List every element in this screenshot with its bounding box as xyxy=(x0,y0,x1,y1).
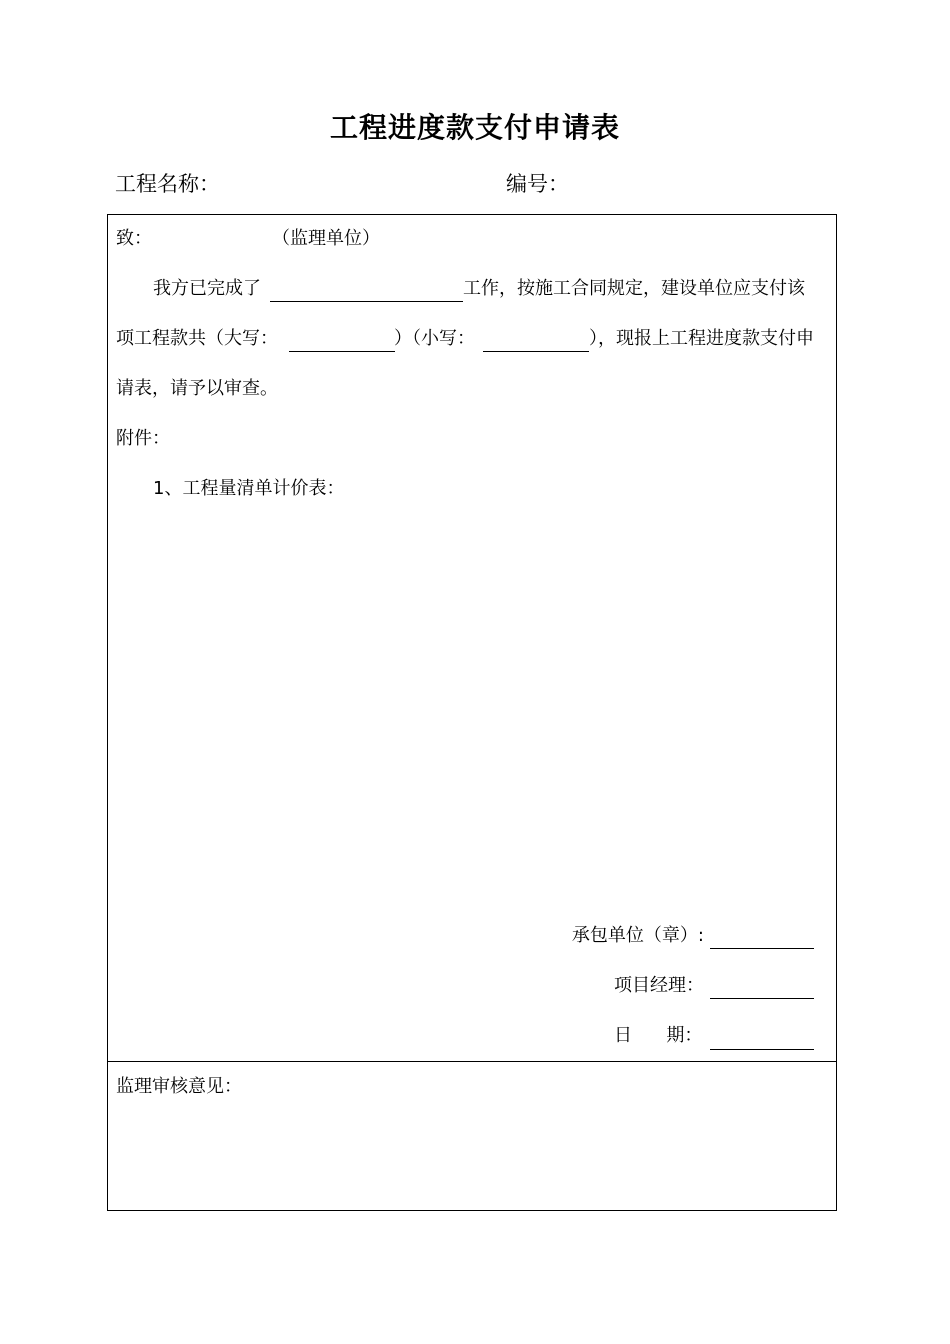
paragraph-part-2: 工作，按施工合同规定，建设单位应支付该 xyxy=(463,278,805,299)
section-divider xyxy=(107,1061,837,1062)
document-title: 工程进度款支付申请表 xyxy=(329,111,620,144)
contractor-blank[interactable] xyxy=(710,948,814,949)
paragraph-part-6: 请表，请予以审查。 xyxy=(116,378,278,399)
paragraph-part-4: ）（小写： xyxy=(394,328,475,349)
paragraph-part-1: 我方已完成了 xyxy=(153,278,261,299)
paragraph-part-3: 项工程款共（大写： xyxy=(116,328,278,349)
paragraph-part-5: ），现报上工程进度款支付申 xyxy=(589,328,814,349)
supervisor-unit-label: （监理单位） xyxy=(272,228,380,249)
number-label: 编号： xyxy=(506,172,569,196)
date-label: 日 期： xyxy=(614,1025,703,1046)
date-blank[interactable] xyxy=(710,1049,814,1050)
project-manager-label: 项目经理： xyxy=(614,975,704,996)
completed-work-blank[interactable] xyxy=(270,301,463,302)
project-manager-blank[interactable] xyxy=(710,998,814,999)
attachment-item: 1、工程量清单计价表： xyxy=(153,478,345,499)
amount-uppercase-blank[interactable] xyxy=(289,351,395,352)
project-name-label: 工程名称： xyxy=(115,172,220,196)
attachment-label: 附件： xyxy=(116,428,170,449)
amount-lowercase-blank[interactable] xyxy=(483,351,589,352)
review-opinion-label: 监理审核意见： xyxy=(116,1076,242,1097)
to-label: 致： xyxy=(116,228,152,249)
contractor-label: 承包单位（章）: xyxy=(571,925,704,946)
